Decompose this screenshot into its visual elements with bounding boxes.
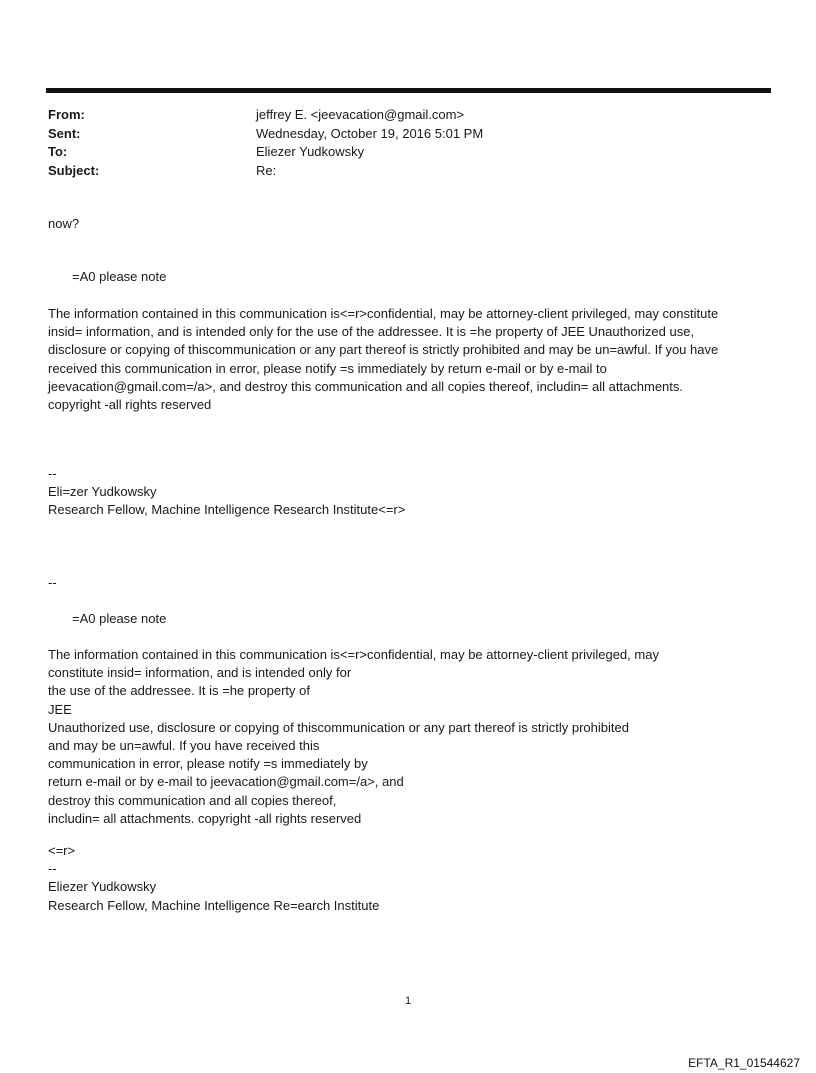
from-label: From: (48, 107, 85, 122)
please-note-2: =A0 please note (72, 611, 167, 626)
quote-separator: -- (48, 575, 57, 590)
subject-value: Re: (256, 162, 277, 178)
sent-value: Wednesday, October 19, 2016 5:01 PM (256, 125, 484, 141)
to-value: Eliezer Yudkowsky (256, 144, 365, 159)
disclaimer-1: The information contained in this communication is<=r>confidential, may be attorney-client privileged, may constitute insid= information, and is intended only for the use of the addressee. It is =he property of JEE Unauthorized use, disclosure or copying of thiscommunication or any part thereof is strictly prohibited and may be un=awful. If you have received this communication in error, please notify =s immediately by return e-mail or by e-mail to jeevacation@gmail.com=/a>, and destroy this communication and all copies thereof, includin= all attachments. copyright -all rights reserved (48, 306, 719, 413)
signature-2: <=r> -- Eliezer Yudkowsky Research Fellow, Machine Intelligence Re=earch Institute (48, 843, 380, 913)
subject-label: Subject: (48, 162, 100, 178)
signature-1: -- Eli=zer Yudkowsky Research Fellow, Machine Intelligence Research Institute<=r> (48, 466, 406, 518)
sent-label: Sent: (48, 125, 81, 141)
header-divider (46, 88, 771, 93)
please-note-1: =A0 please note (72, 269, 167, 284)
disclaimer-2: The information contained in this communication is<=r>confidential, may be attorney-client privileged, may constitute insid= information, and is intended only for the use of the addressee. It is =he property of JEE Unauthorized use, disclosure or copying of thiscommunication or any part thereof is strictly prohibited and may be un=awful. If you have received this communication in error, please notify =s immediately by return e-mail or by e-mail to jeevacation@gmail.com=/a>, and destroy this communication and all copies thereof, includin= all attachments. copyright -all rights reserved (48, 647, 659, 826)
from-value: jeffrey E. <jeevacation@gmail.com> (256, 107, 465, 122)
reply-text: now? (48, 216, 80, 231)
to-label: To: (48, 144, 68, 159)
bates-stamp: EFTA_R1_01544627 (688, 1056, 800, 1070)
page-number: 1 (404, 995, 412, 1007)
